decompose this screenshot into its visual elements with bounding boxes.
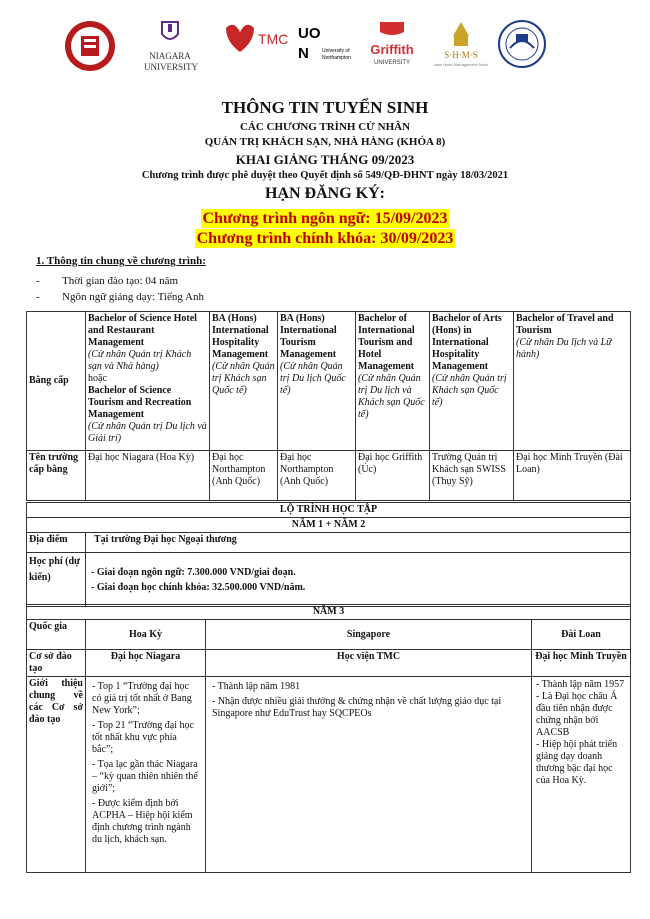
deadline-language: Chương trình ngôn ngữ: 15/09/2023 — [202, 210, 448, 227]
svg-text:University of: University of — [322, 48, 350, 54]
campus-mcu: Đại học Minh Truyền — [532, 650, 631, 677]
issuer-cell: Đại học Minh Truyền (Đài Loan) — [514, 451, 631, 501]
list-item: - Là Đại học châu Á đầu tiên nhận được chứng nhận bởi AACSB — [536, 691, 618, 738]
issuer-cell: Đại học Northampton (Anh Quốc) — [210, 451, 278, 501]
bullet-language: - Ngôn ngữ giảng dạy: Tiếng Anh — [36, 291, 204, 303]
issuer-cell: Trường Quản trị Khách sạn SWISS (Thụy Sỹ) — [430, 451, 514, 501]
location-value: Tại trường Đại học Ngoại thương — [86, 533, 631, 553]
table-row — [27, 312, 631, 451]
svg-text:N: N — [298, 45, 309, 62]
svg-text:UO: UO — [298, 25, 321, 42]
bullet-duration: - Thời gian đào tạo: 04 năm — [36, 275, 179, 287]
fee-label: Học phí (dự kiến) — [27, 553, 86, 607]
deadline-main: Chương trình chính khóa: 30/09/2023 — [196, 230, 454, 247]
fee-main: - Giai đoạn học chính khóa: 32.500.000 VND/năm. — [91, 581, 306, 593]
country-taiwan: Đài Loan — [532, 620, 631, 650]
issuer-cell: Đại học Niagara (Hoa Kỳ) — [86, 451, 210, 501]
ftu-logo-icon — [64, 20, 116, 72]
campus-tmc: Học viện TMC — [206, 650, 532, 677]
mcu-logo-icon — [498, 20, 546, 68]
year3-table — [26, 604, 631, 873]
list-item: - Thành lập năm 1981 — [212, 681, 301, 692]
svg-text:UNIVERSITY: UNIVERSITY — [373, 60, 411, 66]
svg-text:Swiss Hotel Management School: Swiss Hotel Management School — [434, 62, 488, 67]
intro-tmc — [206, 677, 532, 873]
intro-label: Giới thiệu chung về các Cơ sở đào tạo — [27, 677, 86, 873]
campus-niagara: Đại học Niagara — [86, 650, 206, 677]
issuer-cell: Đại học Griffith (Úc) — [356, 451, 430, 501]
degree-northampton-hospitality: BA (Hons) International Hospitality Management (Cử nhân Quản trị Khách sạn Quốc tế) — [210, 312, 278, 451]
svg-text:TMC: TMC — [258, 31, 289, 47]
country-usa: Hoa Kỳ — [86, 620, 206, 650]
list-item: - Tọa lạc gần thác Niagara – “kỳ quan thiên nhiên thế giới”; — [92, 759, 198, 794]
subtitle-major: QUẢN TRỊ KHÁCH SẠN, NHÀ HÀNG (KHÓA 8) — [204, 136, 446, 148]
opening-date: KHAI GIẢNG THÁNG 09/2023 — [235, 152, 415, 167]
shms-logo-icon — [434, 20, 488, 75]
year12-heading: NĂM 1 + NĂM 2 — [27, 518, 631, 533]
svg-text:Northampton: Northampton — [322, 55, 351, 61]
partner-logos — [64, 20, 592, 80]
niagara-logo-icon: NIAGARA UNIVERSITY — [144, 20, 196, 73]
fee-values — [86, 553, 631, 607]
roadmap-heading: LỘ TRÌNH HỌC TẬP — [27, 503, 631, 518]
svg-text:S·H·M·S: S·H·M·S — [444, 50, 478, 60]
subtitle-programs: CÁC CHƯƠNG TRÌNH CỬ NHÂN — [239, 121, 411, 133]
list-item: - Hiệp hội phát triển giảng dạy doanh thương bậc đại học của Hoa Kỳ. — [536, 739, 618, 786]
degree-northampton-tourism: BA (Hons) International Tourism Management (Cử nhân Quản trị Du lịch Quốc tế) — [278, 312, 356, 451]
year3-heading: NĂM 3 — [27, 605, 631, 620]
degree-niagara: Bachelor of Science Hotel and Restaurant Management (Cử nhân Quản trị Khách sạn và Nhà hàng) hoặc Bachelor of Science Tourism and Recreation Management (Cử nhân Quản trị Du lịch và Giải trí) — [86, 312, 210, 451]
campus-label: Cơ sở đào tạo — [27, 650, 86, 677]
list-item: - Được kiểm định bởi ACPHA – Hiệp hội kiểm định chương trình ngành du lịch, khách sạn. — [92, 798, 193, 845]
intro-niagara — [86, 677, 206, 873]
degree-griffith: Bachelor of International Tourism and Hotel Management (Cử nhân Quản trị Du lịch và Khách sạn Quốc tế) — [356, 312, 430, 451]
deadline-heading: HẠN ĐĂNG KÝ: — [265, 185, 385, 202]
country-singapore: Singapore — [206, 620, 532, 650]
list-item: - Top 1 “Trường đại học có giá trị tốt nhất ở Bang New York”; — [92, 681, 192, 716]
table-row — [27, 451, 631, 501]
degree-table — [26, 311, 631, 501]
issuer-label: Tên trường cấp bằng — [27, 451, 86, 501]
page-title: THÔNG TIN TUYỂN SINH — [221, 98, 429, 117]
tmc-logo-icon — [222, 20, 290, 59]
list-item: - Thành lập năm 1957 — [536, 679, 625, 690]
issuer-cell: Đại học Northampton (Anh Quốc) — [278, 451, 356, 501]
degree-mcu: Bachelor of Travel and Tourism (Cử nhân Du lịch và Lữ hành) — [514, 312, 631, 451]
degree-shms: Bachelor of Arts (Hons) in International Hospitality Management (Cử nhân Quản trị Khách sạn Quốc tế) — [430, 312, 514, 451]
approval-note: Chương trình được phê duyệt theo Quyết định số 549/QĐ-ĐHNT ngày 18/03/2021 — [141, 170, 509, 181]
location-label: Địa điểm — [27, 533, 86, 553]
fee-language: - Giai đoạn ngôn ngữ: 7.300.000 VND/giai đoạn. — [91, 566, 296, 578]
country-label: Quốc gia — [27, 620, 86, 650]
svg-text:Griffith: Griffith — [370, 42, 414, 57]
degree-label: Bằng cấp — [27, 312, 86, 451]
griffith-logo-icon — [366, 20, 418, 75]
list-item: - Top 21 “Trường đại học tốt nhất khu vực phía bắc”; — [92, 720, 194, 755]
section-heading: 1. Thông tin chung về chương trình: — [36, 255, 206, 267]
list-item: - Nhận được nhiều giải thưởng & chứng nhận về chất lượng giáo dục tại Singapore như EduTrust hay SQCPEOs — [212, 696, 502, 719]
northampton-logo-icon — [296, 20, 366, 71]
intro-mcu — [532, 677, 631, 873]
